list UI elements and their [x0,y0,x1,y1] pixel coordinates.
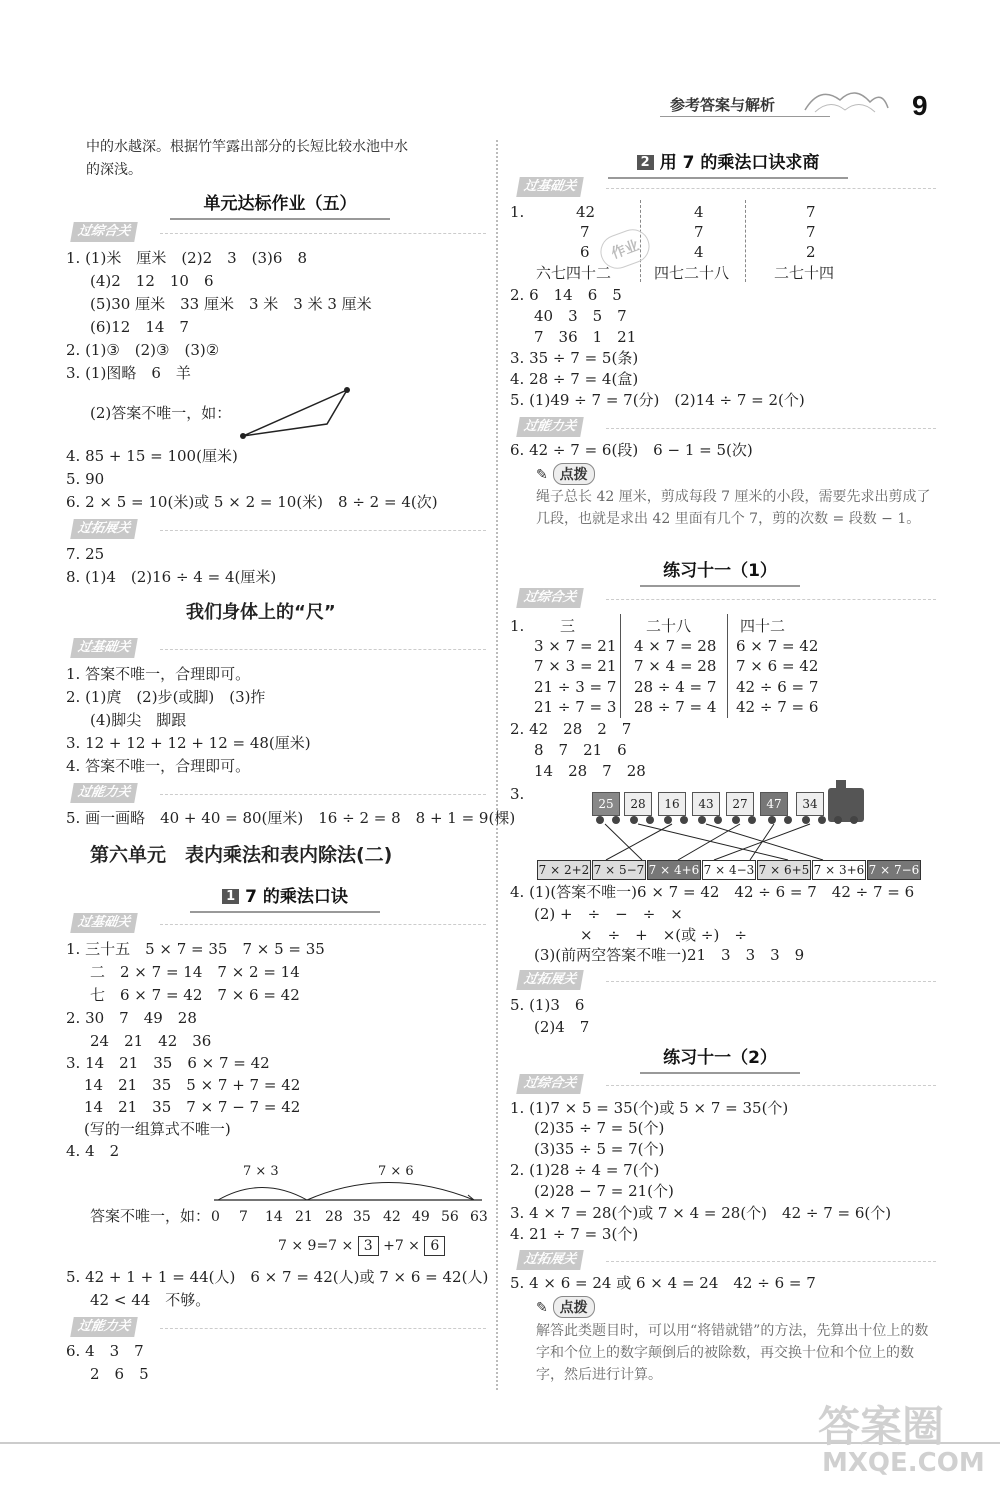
answer-line: 14 21 35 7 × 7 − 7 = 42 [84,1098,301,1116]
train-car: 47 [760,792,788,816]
watermark-logo: 答案圈 [818,1402,945,1451]
answer-line: × ÷ + ×(或 ÷) ÷ [580,926,747,944]
q1-cell: 4 × 7 = 28 [634,637,717,655]
q1-cell: 6 [580,243,590,261]
answer-line: 1. 三十五 5 × 7 = 35 7 × 5 = 35 [66,940,325,958]
train-car: 25 [592,792,620,816]
tag-basic: 过基础关 [70,638,138,658]
answer-line: 4. 4 2 [66,1142,120,1160]
q1-cell: 28 ÷ 7 = 4 [634,698,717,716]
header-title: 参考答案与解析 [670,96,776,114]
answer-line: 3. 12 + 12 + 12 + 12 = 48(厘米) [66,734,311,752]
section-title-7-table [210,882,360,907]
tag-dashline [160,1328,486,1329]
answer-line: (6)12 14 7 [90,318,189,336]
answer-line: (3)(前两空答案不唯一)21 3 3 3 9 [534,946,805,964]
q1-cell: 二十八 [646,617,692,635]
q1-cell: 7 × 3 = 21 [534,657,617,675]
title-underline [170,218,390,220]
section-title-text: 单元达标作业（五） [203,194,357,214]
tag-ability: 过能力关 [70,1317,138,1337]
section-title-text: 练习十一（2） [663,1048,777,1068]
answer-line: 1. (1)7 × 5 = 35(个)或 5 × 7 = 35(个) [510,1099,789,1117]
train-car: 16 [658,792,686,816]
answer-line: 14 21 35 5 × 7 + 7 = 42 [84,1076,301,1094]
equation-box: 7 × 3+6 [812,860,866,880]
q-label: 3. [510,785,525,803]
tip-label [536,1296,595,1318]
title-underline [190,911,380,913]
answer-line: 2. 42 28 2 7 [510,720,632,738]
answer-line: 3. 4 × 7 = 28(个)或 7 × 4 = 28(个) 42 ÷ 7 = 6(个) [510,1204,892,1222]
answer-line: (2)28 − 7 = 21(个) [534,1182,674,1200]
tag-dashline [606,981,936,982]
equation-box: 7 × 4−3 [702,860,756,880]
section-title-unit5 [190,189,370,214]
answer-line: 3. 14 21 35 6 × 7 = 42 [66,1054,270,1072]
tag-dashline [160,530,486,531]
answer-line: 7. 25 [66,545,105,563]
q1-cell: 四十二 [740,617,786,635]
tick-label: 63 [470,1209,488,1225]
equation-box: 7 × 7−6 [867,860,921,880]
answer-line: 2. (1)③ (2)③ (3)② [66,341,220,359]
answer-line: 6. 4 3 7 [66,1342,144,1360]
col-divider [727,614,728,718]
train-matching-lines [588,780,878,860]
answer-line: (4)2 12 10 6 [90,272,214,290]
angle-drawing-icon [235,382,360,442]
column-divider [496,140,498,1390]
q1-cell: 7 [694,223,704,241]
q1-cell: 四七二十八 [654,264,730,282]
equation-box: 7 × 5−7 [592,860,646,880]
tip-text: 解答此类题目时，可以用“将错就错”的方法，先算出十位上的数字和个位上的数字颠倒后的被除数，再交换十位和个位上的数字，然后进行计算。 [536,1323,929,1383]
answer-line: 4. (1)(答案不唯一)6 × 7 = 42 42 ÷ 6 = 7 42 ÷ 7 = 6 [510,883,915,901]
answer-line: 5. (1)49 ÷ 7 = 7(分) (2)14 ÷ 7 = 2(个) [510,391,805,409]
train-car: 43 [692,792,720,816]
page-number: 9 [912,90,928,121]
answer-line: 5. (1)3 6 [510,996,585,1014]
section-title-ex11-2 [660,1043,780,1068]
q1-cell: 4 [694,243,704,261]
answer-line: (5)30 厘米 33 厘米 3 米 3 米 3 厘米 [90,295,372,313]
answer-line: 1. (1)米 厘米 (2)2 3 (3)6 8 [66,249,307,267]
tag-ability: 过能力关 [70,783,138,803]
tag-dashline [160,794,486,795]
answer-line: (2)答案不唯一，如： [90,404,232,422]
title-underline [640,585,800,587]
tag-basic: 过基础关 [70,913,138,933]
tag-dashline [606,428,936,429]
answer-line: 2. (1)28 ÷ 4 = 7(个) [510,1161,660,1179]
answer-line: 3. (1)图略 6 羊 [66,364,191,382]
eq-box: 3 [358,1236,379,1256]
answer-line: 6. 42 ÷ 7 = 6(段) 6 − 1 = 5(次) [510,441,753,459]
tick-label: 35 [353,1209,371,1225]
q1-cell: 42 ÷ 7 = 6 [736,698,819,716]
answer-line: 5. 42 + 1 + 1 = 44(人) 6 × 7 = 42(人)或 7 × 6 = 42(人) [66,1268,489,1286]
answer-line: 42 < 44 不够。 [90,1291,211,1309]
numline-equation [278,1236,445,1256]
answer-line: 5. 4 × 6 = 24 或 6 × 4 = 24 42 ÷ 6 = 7 [510,1274,816,1292]
answer-line: 40 3 5 7 [534,307,627,325]
answer-line: (2)35 ÷ 7 = 5(个) [534,1119,665,1137]
equation-box: 7 × 6+5 [757,860,811,880]
tag-comprehensive: 过综合关 [516,588,584,608]
tag-extension: 过拓展关 [70,519,138,539]
answer-line: 8 7 21 6 [534,741,627,759]
tag-dashline [606,1085,936,1086]
section-number: 2 [637,155,654,170]
answer-line: 14 28 7 28 [534,762,646,780]
answer-line: 3. 35 ÷ 7 = 5(条) [510,349,639,367]
answer-line: (3)35 ÷ 5 = 7(个) [534,1140,665,1158]
tick-label: 56 [441,1209,459,1225]
train-car: 34 [796,792,824,816]
answer-line: 2. 6 14 6 5 [510,286,622,304]
tick-label: 21 [295,1209,313,1225]
answer-line: (4)脚尖 脚跟 [90,711,187,729]
answer-line: (2)4 7 [534,1018,590,1036]
numline-lead: 答案不唯一，如： [90,1207,211,1225]
train-car: 28 [624,792,652,816]
q1-cell: 6 × 7 = 42 [736,637,819,655]
tick-label: 7 [239,1209,248,1225]
pencil-icon: ✎ [536,467,548,483]
tag-dashline [606,1261,936,1262]
title-underline [640,1072,800,1074]
tag-extension: 过拓展关 [516,970,584,990]
tag-dashline [160,924,486,925]
tag-comprehensive: 过综合关 [516,1074,584,1094]
section-title-text: 用 7 的乘法口诀求商 [659,153,820,173]
col-divider [620,614,621,718]
tag-dashline [160,649,486,650]
section-title-text: 练习十一（1） [663,561,777,581]
tick-label: 42 [383,1209,401,1225]
tag-extension: 过拓展关 [516,1250,584,1270]
q1-cell: 4 [694,203,704,221]
tag-ability: 过能力关 [516,417,584,437]
answer-line: 二 2 × 7 = 14 7 × 2 = 14 [90,963,300,981]
q1-cell: 7 [580,223,590,241]
section-number: 1 [222,889,239,904]
q1-cell: 7 × 6 = 42 [736,657,819,675]
answer-line: 2 6 5 [90,1365,149,1383]
answer-line: (2) + ÷ − ÷ × [534,905,683,923]
col-divider [745,200,746,282]
tag-dashline [606,188,936,189]
answer-line: 4. 85 + 15 = 100(厘米) [66,447,238,465]
answer-line: 5. 画一画略 40 + 40 = 80(厘米) 16 ÷ 2 = 8 8 + 1 = 9(棵) [66,809,516,827]
tip-text: 绳子总长 42 厘米，剪成每段 7 厘米的小段，需要先求出剪成了几段，也就是求出 42 里面有几个 7，剪的次数 = 段数 − 1。 [536,489,931,527]
q1-cell: 2 [806,243,816,261]
q1-cell: 六七四十二 [536,264,612,282]
q1-cell: 21 ÷ 7 = 3 [534,698,617,716]
section-title-text: 7 的乘法口诀 [245,887,348,907]
answer-line: 5. 90 [66,470,105,488]
answer-line: 4. 28 ÷ 7 = 4(盒) [510,370,639,388]
q1-cell: 42 ÷ 6 = 7 [736,678,819,696]
unit6-title: 第六单元 表内乘法和表内除法(二) [90,844,393,866]
answer-line: 6. 2 × 5 = 10(米)或 5 × 2 = 10(米) 8 ÷ 2 = 4(次) [66,493,438,511]
pencil-icon: ✎ [536,1300,548,1316]
q-label: 1. [510,617,525,635]
eq-part: +7 × [383,1238,420,1254]
answer-line: 2. 30 7 49 28 [66,1009,197,1027]
equation-box: 7 × 2+2 [537,860,591,880]
tip-label [536,463,595,485]
q1-cell: 3 × 7 = 21 [534,637,617,655]
tick-label: 28 [325,1209,343,1225]
tag-dashline [160,233,486,234]
section-title-ex11-1 [660,556,780,581]
answer-line: 1. 答案不唯一，合理即可。 [66,665,251,683]
answer-line: 七 6 × 7 = 42 7 × 6 = 42 [90,986,300,1004]
answer-line: 24 21 42 36 [90,1032,212,1050]
q1-cell: 21 ÷ 3 = 7 [534,678,617,696]
arc-label: 7 × 3 [243,1164,279,1179]
section-title-7-quotient [628,148,828,173]
eq-part: 7 × 9=7 × [278,1238,354,1254]
answer-line: 4. 21 ÷ 7 = 3(个) [510,1225,639,1243]
q1-cell: 7 [806,203,816,221]
tag-basic: 过基础关 [516,177,584,197]
intro-line: 的深浅。 [86,162,142,178]
tick-label: 0 [211,1209,220,1225]
watermark-url: MXQE.COM [822,1448,985,1478]
q1-cell: 三 [560,617,576,635]
equation-box: 7 × 4+6 [647,860,701,880]
stamp-watermark: 作业 [596,224,655,273]
intro-line: 中的水越深。根据竹竿露出部分的长短比较水池中水 [86,139,408,155]
tick-label: 14 [265,1209,283,1225]
train-car: 27 [726,792,754,816]
title-underline [608,177,848,179]
tip-pill: 点拨 [553,1296,595,1318]
q-label: 1. [510,203,525,221]
answer-line: 8. (1)4 (2)16 ÷ 4 = 4(厘米) [66,568,277,586]
arc-label: 7 × 6 [378,1164,414,1179]
tick-label: 49 [412,1209,430,1225]
answer-line: (写的一组算式不唯一) [84,1120,231,1138]
q1-cell: 7 × 4 = 28 [634,657,717,675]
section-title-body-ruler: 我们身体上的“尺” [186,602,336,623]
q1-cell: 7 [806,223,816,241]
number-line-arcs [212,1170,487,1210]
q1-cell: 28 ÷ 4 = 7 [634,678,717,696]
tag-comprehensive: 过综合关 [70,222,138,242]
answer-line: 4. 答案不唯一，合理即可。 [66,757,251,775]
q1-cell: 二七十四 [774,264,835,282]
eq-box: 6 [424,1236,445,1256]
q1-cell: 42 [576,203,596,221]
header-decoration-icon [800,80,890,120]
tag-dashline [606,599,936,600]
tip-pill: 点拨 [553,463,595,485]
answer-line: 7 36 1 21 [534,328,637,346]
answer-line: 2. (1)庹 (2)步(或脚) (3)拃 [66,688,266,706]
